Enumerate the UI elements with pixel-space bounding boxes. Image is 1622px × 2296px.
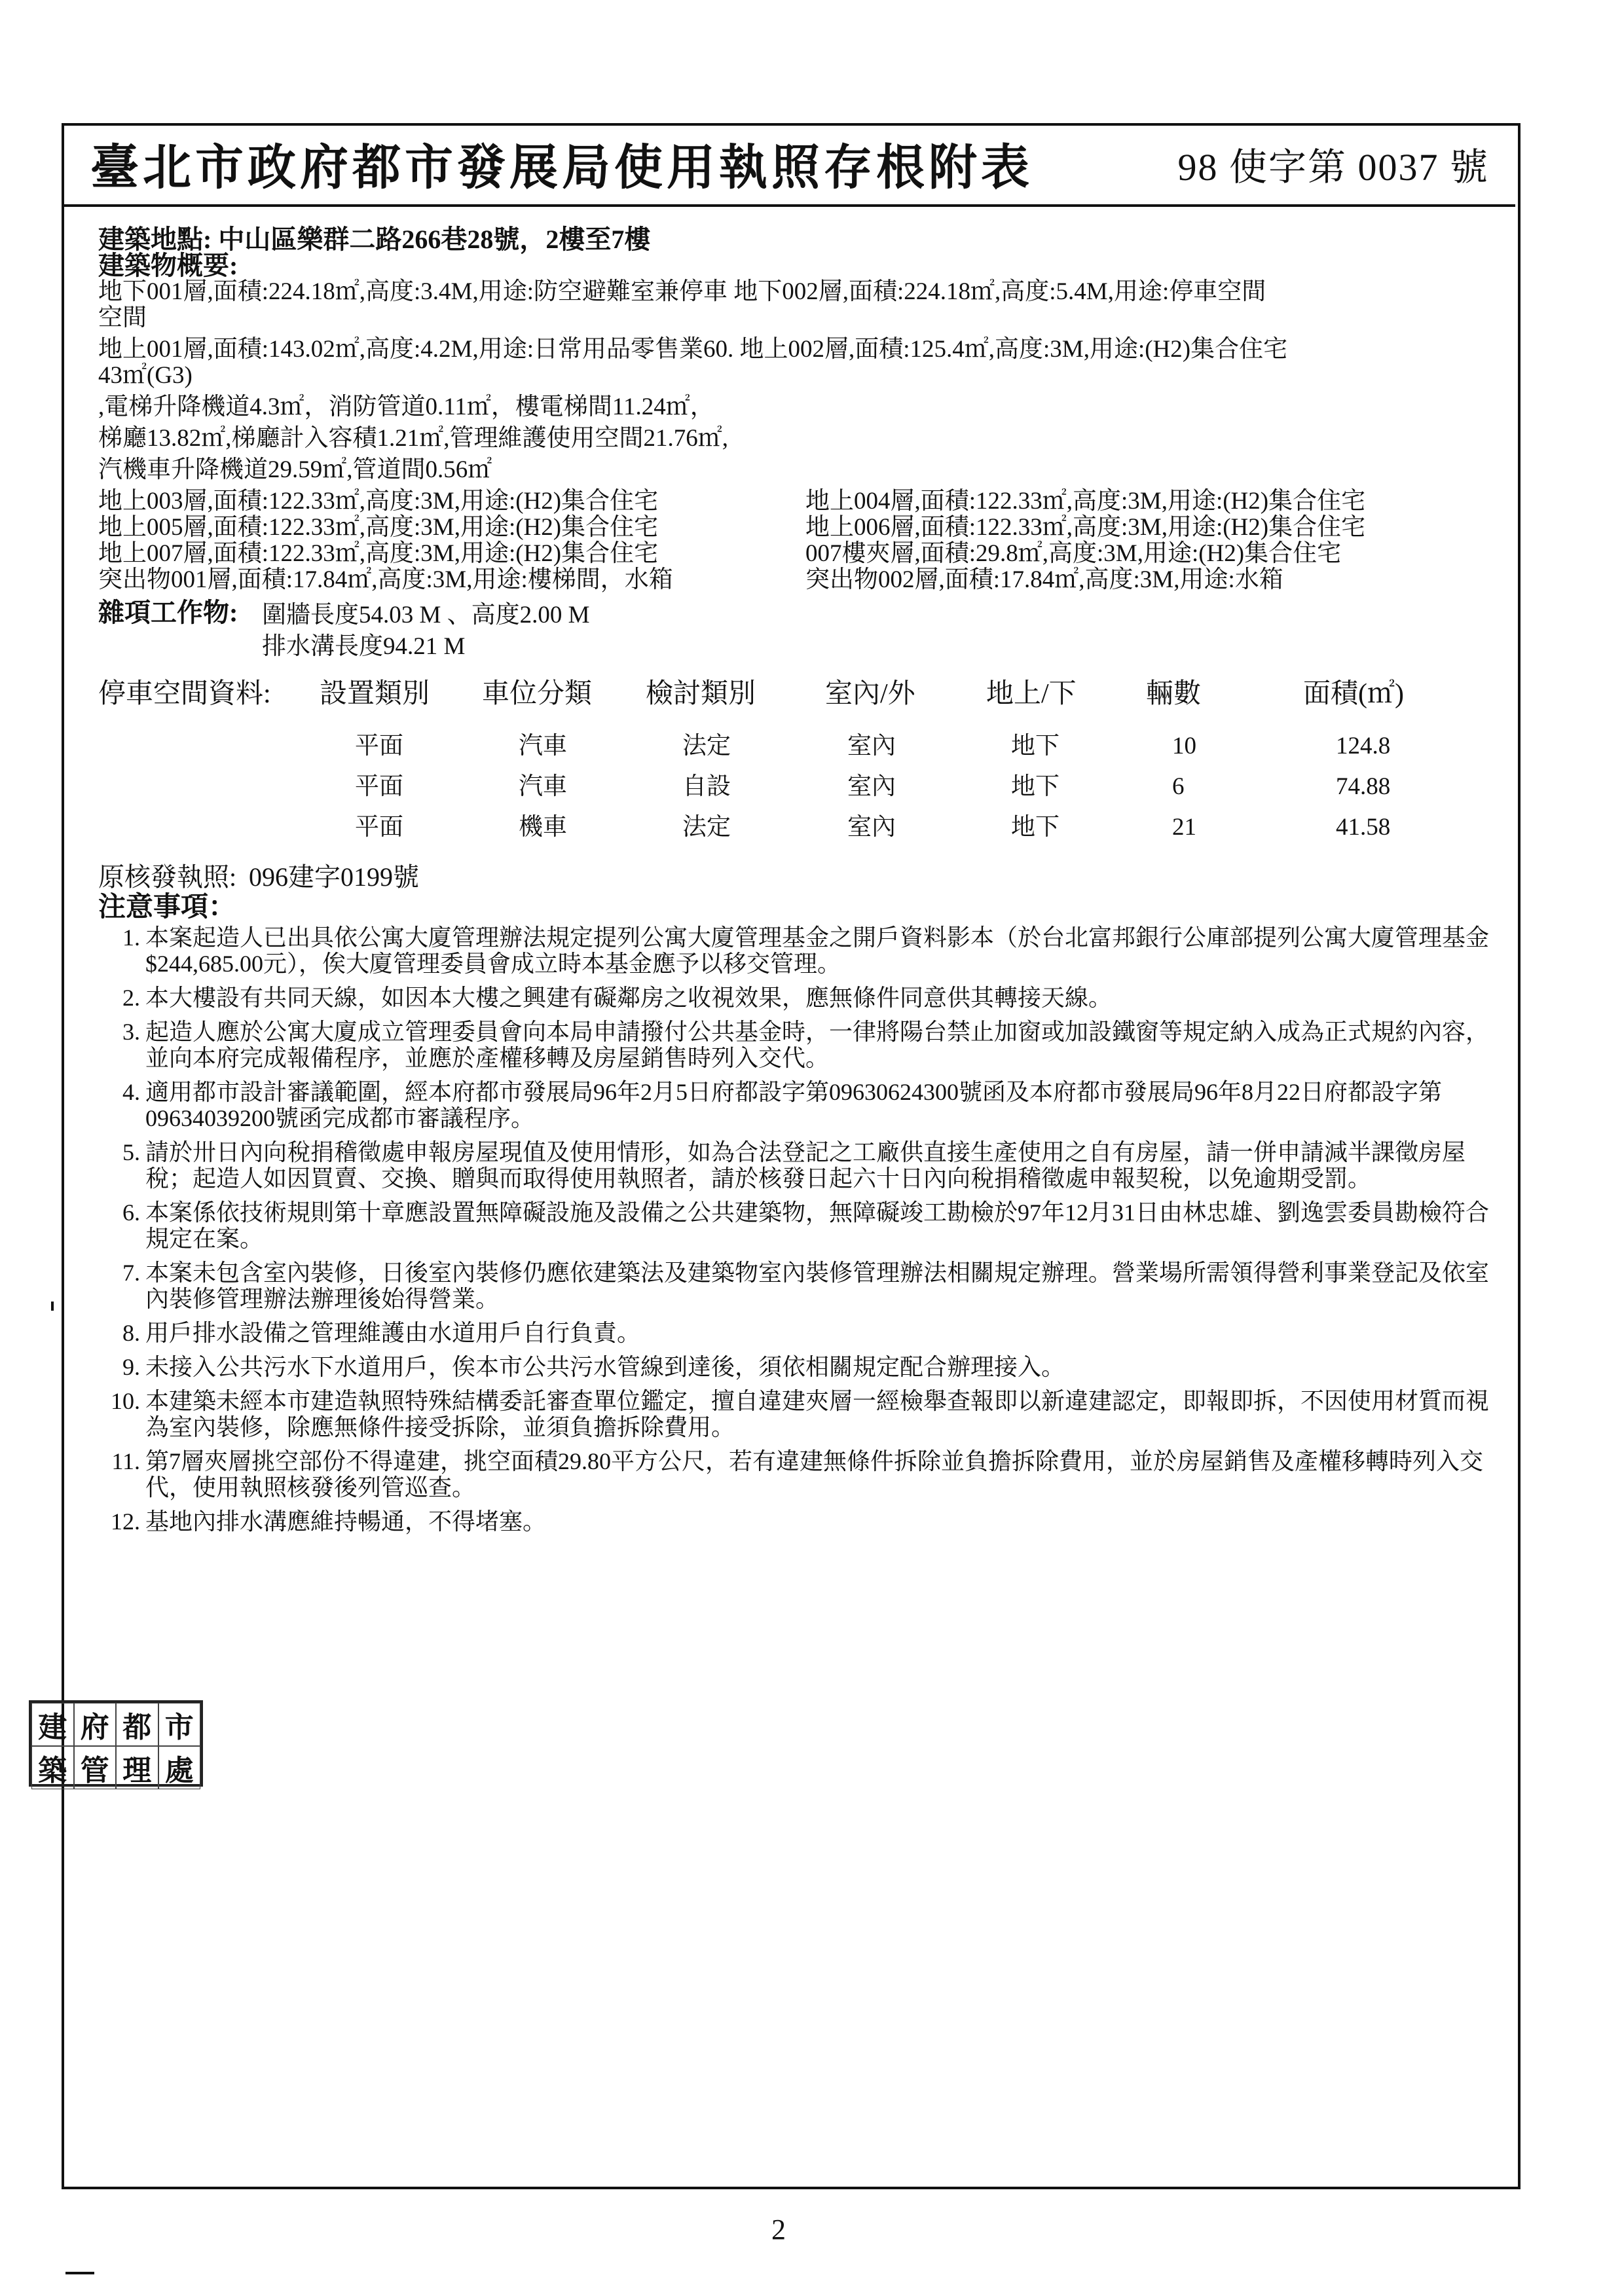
note-item bbox=[98, 1260, 1500, 1312]
seal-character: 府 bbox=[74, 1703, 117, 1746]
permit-number: 98 使字第 0037 號 bbox=[1177, 146, 1489, 189]
parking-cell: 法定 bbox=[682, 814, 731, 841]
parking-cell: 法定 bbox=[682, 733, 731, 759]
note-text: 適用都市設計審議範圍，經本府都市發展局96年2月5日府都設字第09630624300號函及本府都市發展局96年8月22日府都設字第09634039200號函完成都市審議程序。 bbox=[145, 1079, 1443, 1131]
overview-label: 建築物概要: bbox=[98, 251, 238, 280]
notes-list bbox=[98, 924, 1500, 1535]
note-text: 本大樓設有共同天線，如因本大樓之興建有礙鄰房之收視效果，應無條件同意供其轉接天線。 bbox=[145, 985, 1113, 1011]
note-text: 本案係依技術規則第十章應設置無障礙設施及設備之公共建築物，無障礙竣工勘檢於97年12月31日由林忠雄、劉逸雲委員勘檢符合規定在案。 bbox=[145, 1199, 1490, 1252]
seal-character: 築 bbox=[31, 1746, 74, 1789]
parking-cell: 41.58 bbox=[1336, 814, 1391, 841]
parking-cell: 6 bbox=[1172, 773, 1185, 800]
parking-col-header: 檢討類別 bbox=[646, 679, 756, 709]
parking-row bbox=[98, 733, 1500, 773]
floor-right: 007樓夾層,面積:29.8㎡,高度:3M,用途:(H2)集合住宅 bbox=[805, 540, 1342, 567]
note-number: 3. bbox=[122, 1019, 140, 1045]
floor-right: 地上004層,面積:122.33㎡,高度:3M,用途:(H2)集合住宅 bbox=[805, 488, 1366, 515]
seal-character: 市 bbox=[158, 1703, 201, 1746]
note-number: 4. bbox=[122, 1079, 140, 1105]
notes-title: 注意事項： bbox=[98, 892, 236, 922]
note-text: 本案未包含室內裝修，日後室內裝修仍應依建築法及建築物室內裝修管理辦法相關規定辦理。營業場所需領得營利事業登記及依室內裝修管理辦法辦理後始得營業。 bbox=[145, 1260, 1490, 1312]
overview-line: ,電梯升降機道4.3㎡，消防管道0.11㎡，樓電梯間11.24㎡， bbox=[98, 393, 714, 420]
note-text: 本建築未經本市建造執照特殊結構委託審查單位鑑定，擅自違建夾層一經檢舉查報即以新違建認定，即報即拆，不因使用材質而視為室內裝修，除應無條件接受拆除，並須負擔拆除費用。 bbox=[145, 1388, 1490, 1440]
misc-works-item: 圍牆長度54.03 M 、高度2.00 M bbox=[262, 602, 590, 629]
note-item bbox=[98, 1139, 1500, 1192]
overview-line: 地下001層,面積:224.18㎡,高度:3.4M,用途:防空避難室兼停車 地下002層,面積:224.18㎡,高度:5.4M,用途:停車空間 bbox=[98, 278, 1266, 305]
floor-left: 地上007層,面積:122.33㎡,高度:3M,用途:(H2)集合住宅 bbox=[98, 540, 659, 567]
note-text: 本案起造人已出具依公寓大廈管理辦法規定提列公寓大廈管理基金之開戶資料影本（於台北富邦銀行公庫部提列公寓大廈管理基金$244,685.00元），俟大廈管理委員會成立時本基金應予以移交管理。 bbox=[145, 924, 1490, 977]
note-number: 9. bbox=[122, 1354, 140, 1380]
note-item bbox=[98, 1388, 1500, 1440]
floor-row bbox=[98, 488, 1500, 515]
parking-cell: 平面 bbox=[355, 733, 403, 759]
page-number: 2 bbox=[771, 2214, 786, 2246]
note-text: 第7層夾層挑空部份不得違建，挑空面積29.80平方公尺，若有違建無條件拆除並負擔拆除費用，並於房屋銷售及產權移轉時列入交代，使用執照核發後列管巡查。 bbox=[145, 1448, 1484, 1501]
parking-cell: 地下 bbox=[1011, 773, 1060, 800]
parking-col-header: 車位分類 bbox=[482, 679, 593, 709]
parking-label: 停車空間資料: bbox=[98, 679, 271, 709]
floor-row bbox=[98, 541, 1500, 567]
floor-list bbox=[98, 488, 1500, 593]
note-number: 11. bbox=[111, 1448, 140, 1474]
overview-line: 汽機車升降機道29.59㎡,管道間0.56㎡ bbox=[98, 456, 492, 483]
note-number: 7. bbox=[122, 1260, 140, 1286]
note-item bbox=[98, 1019, 1500, 1071]
scan-mark bbox=[65, 2272, 94, 2274]
note-text: 用戶排水設備之管理維護由水道用戶自行負責。 bbox=[145, 1320, 641, 1346]
note-item bbox=[98, 985, 1500, 1011]
seal-character: 都 bbox=[116, 1703, 158, 1746]
parking-cell: 室內 bbox=[847, 773, 896, 800]
floor-left: 地上003層,面積:122.33㎡,高度:3M,用途:(H2)集合住宅 bbox=[98, 488, 659, 515]
note-text: 起造人應於公寓大廈成立管理委員會向本局申請撥付公共基金時，一律將陽台禁止加窗或加設鐵窗等規定納入成為正式規約內容，並向本府完成報備程序，並應於產權移轉及房屋銷售時列入交代。 bbox=[145, 1019, 1490, 1071]
parking-col-header: 地上/下 bbox=[986, 679, 1077, 709]
note-text: 基地內排水溝應維持暢通，不得堵塞。 bbox=[145, 1508, 547, 1535]
parking-cell: 124.8 bbox=[1336, 733, 1391, 759]
overview-line: 地上001層,面積:143.02㎡,高度:4.2M,用途:日常用品零售業60. 地上002層,面積:125.4㎡,高度:3M,用途:(H2)集合住宅 bbox=[98, 336, 1288, 363]
floor-row bbox=[98, 567, 1500, 593]
overview-line: 梯廳13.82㎡,梯廳計入容積1.21㎡,管理維護使用空間21.76㎡, bbox=[98, 425, 728, 452]
note-item bbox=[98, 1448, 1500, 1501]
parking-col-header: 設置類別 bbox=[320, 679, 430, 709]
note-item bbox=[98, 1320, 1500, 1346]
note-number: 12. bbox=[111, 1508, 140, 1535]
parking-cell: 平面 bbox=[355, 814, 403, 841]
note-number: 10. bbox=[111, 1388, 140, 1414]
note-number: 8. bbox=[122, 1320, 140, 1346]
parking-cell: 室內 bbox=[847, 814, 896, 841]
seal-character: 處 bbox=[158, 1746, 201, 1789]
parking-cell: 自設 bbox=[682, 773, 731, 800]
original-permit-value: 096建字0199號 bbox=[249, 862, 419, 892]
parking-header-row bbox=[98, 681, 1500, 720]
note-item bbox=[98, 1079, 1500, 1131]
seal-character: 建 bbox=[31, 1703, 74, 1746]
parking-cell: 平面 bbox=[355, 773, 403, 800]
parking-cell: 汽車 bbox=[519, 773, 567, 800]
note-number: 6. bbox=[122, 1199, 140, 1226]
misc-works bbox=[98, 600, 1500, 663]
parking-col-header: 面積(㎡) bbox=[1303, 679, 1404, 709]
floor-left: 地上005層,面積:122.33㎡,高度:3M,用途:(H2)集合住宅 bbox=[98, 514, 659, 541]
original-permit-label: 原核發執照: bbox=[98, 862, 237, 892]
overview-line: 空間 bbox=[98, 304, 147, 331]
parking-cell: 74.88 bbox=[1336, 773, 1391, 800]
parking-cell: 室內 bbox=[847, 733, 896, 759]
parking-cell: 機車 bbox=[519, 814, 567, 841]
note-number: 5. bbox=[122, 1139, 140, 1165]
floor-right: 突出物002層,面積:17.84㎡,高度:3M,用途:水箱 bbox=[805, 566, 1283, 593]
parking-cell: 21 bbox=[1172, 814, 1196, 841]
misc-works-label: 雜項工作物: bbox=[98, 598, 238, 627]
parking-col-header: 室內/外 bbox=[825, 679, 915, 709]
parking-col-header: 輛數 bbox=[1146, 679, 1202, 709]
scan-mark bbox=[51, 1302, 54, 1311]
note-item bbox=[98, 1199, 1500, 1252]
note-number: 1. bbox=[122, 924, 140, 951]
floor-right: 地上006層,面積:122.33㎡,高度:3M,用途:(H2)集合住宅 bbox=[805, 514, 1366, 541]
parking-cell: 10 bbox=[1172, 733, 1196, 759]
note-text: 請於卅日內向稅捐稽徵處申報房屋現值及使用情形，如為合法登記之工廠供直接生產使用之自有房屋，請一併申請減半課徵房屋稅；起造人如因買賣、交換、贈與而取得使用執照者，請於核發日起六十日內向稅捐稽徵處申報契稅，以免逾期受罰。 bbox=[145, 1139, 1466, 1192]
seal-character: 管 bbox=[74, 1746, 117, 1789]
misc-works-item: 排水溝長度94.21 M bbox=[262, 633, 466, 660]
note-text: 未接入公共污水下水道用戶，俟本市公共污水管線到達後，須依相關規定配合辦理接入。 bbox=[145, 1354, 1065, 1380]
parking-row bbox=[98, 814, 1500, 854]
parking-table bbox=[98, 681, 1500, 858]
floor-left: 突出物001層,面積:17.84㎡,高度:3M,用途:樓梯間，水箱 bbox=[98, 566, 673, 593]
page-title: 臺北市政府都市發展局使用執照存根附表 bbox=[90, 141, 1033, 195]
original-permit bbox=[98, 864, 1500, 890]
parking-cell: 地下 bbox=[1011, 733, 1060, 759]
document-body bbox=[98, 227, 1500, 1542]
official-seal bbox=[29, 1700, 203, 1787]
note-item bbox=[98, 1508, 1500, 1535]
note-item bbox=[98, 924, 1500, 977]
title-bar bbox=[62, 123, 1515, 207]
seal-character: 理 bbox=[116, 1746, 158, 1789]
parking-cell: 地下 bbox=[1011, 814, 1060, 841]
misc-works-values bbox=[262, 600, 590, 663]
overview-line: 43㎡(G3) bbox=[98, 362, 193, 389]
note-number: 2. bbox=[122, 985, 140, 1011]
parking-row bbox=[98, 774, 1500, 813]
building-address: 建築地點: 中山區樂群二路266巷28號，2樓至7樓 bbox=[98, 225, 651, 254]
note-item bbox=[98, 1354, 1500, 1380]
parking-cell: 汽車 bbox=[519, 733, 567, 759]
floor-row bbox=[98, 515, 1500, 541]
